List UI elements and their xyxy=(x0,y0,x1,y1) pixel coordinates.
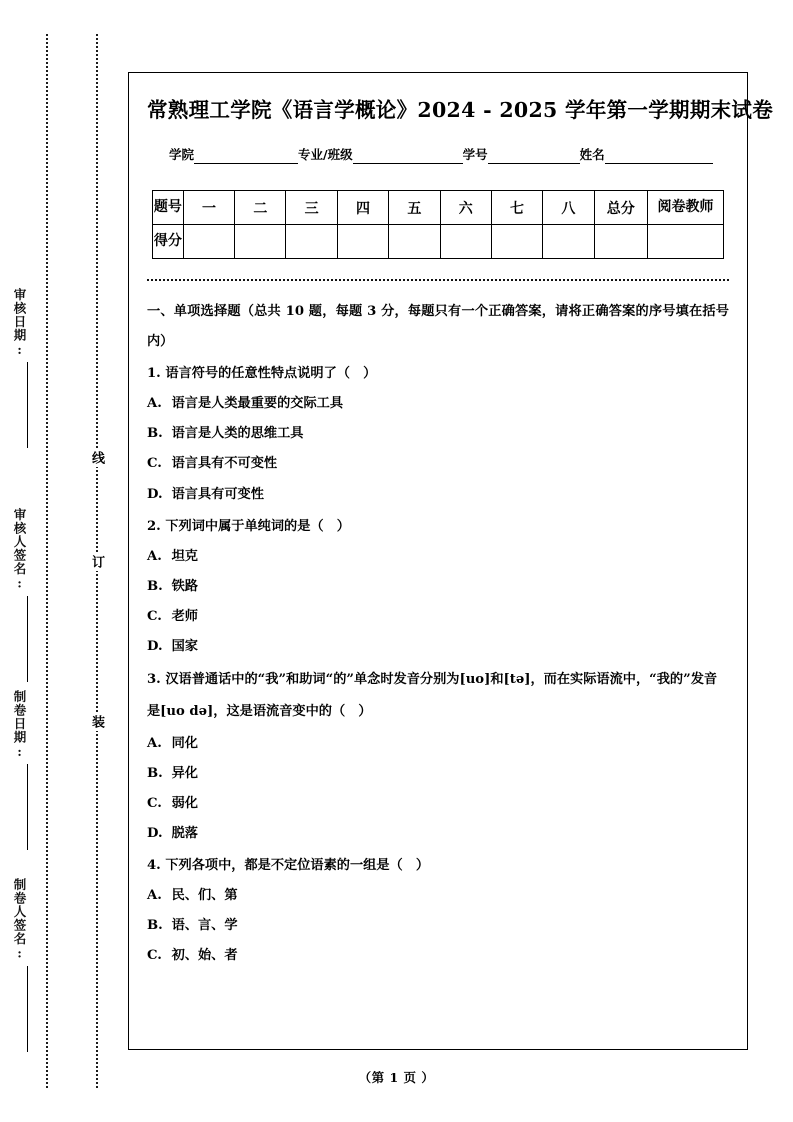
score-cell-1[interactable] xyxy=(183,225,234,259)
option-tag: C. xyxy=(147,796,162,811)
question-3-option-c[interactable] xyxy=(147,789,729,819)
score-cell-2[interactable] xyxy=(235,225,286,259)
option-tag: B. xyxy=(147,578,163,594)
question-3-option-a[interactable] xyxy=(147,729,729,759)
margin-label-column xyxy=(0,0,64,1122)
option-text: 坦克 xyxy=(171,548,198,564)
option-text: 初、始、者 xyxy=(171,948,238,964)
student-info-fields xyxy=(147,145,729,164)
section-heading: 一、单项选择题（总共 10 题，每题 3 分，每题只有一个正确答案，请将正确答案的序号填在括号内） xyxy=(147,304,729,350)
field-student-id-label: 学号 xyxy=(462,147,488,162)
exam-title: 常熟理工学院《语言学概论》2024 - 2025 学年第一学期期末试卷 xyxy=(147,98,774,122)
seam-mark-assemble: 装 xyxy=(88,712,106,731)
signature-rule xyxy=(27,362,28,448)
field-college-label: 学院 xyxy=(169,147,195,162)
signature-rule xyxy=(27,764,28,850)
field-major-class-input[interactable] xyxy=(353,150,463,164)
field-major-class xyxy=(298,145,463,164)
option-text: 语言是人类的思维工具 xyxy=(171,426,304,442)
option-tag: B. xyxy=(147,918,163,934)
signature-rule xyxy=(27,966,28,1052)
field-name xyxy=(580,145,713,164)
score-cell-6[interactable] xyxy=(440,225,491,259)
field-name-input[interactable] xyxy=(605,150,713,164)
score-col-6: 六 xyxy=(440,191,491,225)
question-2-stem xyxy=(147,512,729,542)
question-1-option-b[interactable] xyxy=(147,419,729,449)
question-3-text: 汉语普通话中的“我”和助词“的”单念时发音分别为[uo]和[tə]，而在实际语流中，“我的”发音是[uo də]，这是语流音变中的（ ） xyxy=(147,672,718,720)
score-cell-3[interactable] xyxy=(286,225,337,259)
section-divider xyxy=(147,279,729,281)
score-cell-7[interactable] xyxy=(491,225,542,259)
question-2-option-d[interactable] xyxy=(147,632,729,662)
question-1-option-d[interactable] xyxy=(147,480,729,510)
option-text: 脱落 xyxy=(171,826,198,842)
question-4-number: 4. xyxy=(147,858,161,874)
seam-mark-line: 线 xyxy=(88,448,106,467)
margin-label-review-date: 审核日期: xyxy=(10,288,28,448)
option-text: 异化 xyxy=(171,765,198,781)
question-body xyxy=(147,297,729,972)
score-col-1: 一 xyxy=(183,191,234,225)
score-table-value-row xyxy=(153,225,724,259)
option-text: 同化 xyxy=(171,735,198,751)
option-tag: D. xyxy=(147,826,163,842)
option-tag: A. xyxy=(147,888,162,904)
seam-line-outer xyxy=(46,34,48,1088)
option-text: 语、言、学 xyxy=(171,918,238,934)
question-4-option-a[interactable] xyxy=(147,881,729,911)
question-2-number: 2. xyxy=(147,518,161,534)
question-1-text: 语言符号的任意性特点说明了（ ） xyxy=(165,366,377,382)
question-3-number: 3. xyxy=(147,672,161,688)
score-col-5: 五 xyxy=(389,191,440,225)
field-major-class-label: 专业/班级 xyxy=(298,147,353,162)
option-tag: C. xyxy=(147,948,162,964)
option-tag: A. xyxy=(147,548,162,564)
field-student-id xyxy=(463,145,580,164)
score-col-7: 七 xyxy=(491,191,542,225)
margin-label-reviewer-signature: 审核人签名: xyxy=(10,508,28,682)
option-tag: A. xyxy=(147,735,162,751)
page-footer: （第 1 页 ） xyxy=(358,1070,435,1085)
field-student-id-input[interactable] xyxy=(488,150,580,164)
seam-mark-bind: 订 xyxy=(88,552,106,571)
option-text: 国家 xyxy=(171,639,198,655)
score-cell-4[interactable] xyxy=(337,225,388,259)
score-col-grader: 阅卷教师 xyxy=(647,191,723,225)
score-col-2: 二 xyxy=(235,191,286,225)
score-cell-8[interactable] xyxy=(543,225,594,259)
question-3-stem xyxy=(147,664,729,729)
option-text: 语言具有不可变性 xyxy=(171,456,278,472)
score-col-8: 八 xyxy=(543,191,594,225)
question-2-option-a[interactable] xyxy=(147,542,729,572)
question-4-option-c[interactable] xyxy=(147,941,729,971)
question-4-text: 下列各项中，都是不定位语素的一组是（ ） xyxy=(165,858,430,874)
score-col-3: 三 xyxy=(286,191,337,225)
question-2-option-b[interactable] xyxy=(147,572,729,602)
score-table-header-row xyxy=(153,191,724,225)
question-1-option-a[interactable] xyxy=(147,389,729,419)
option-text: 弱化 xyxy=(171,796,198,811)
exam-frame xyxy=(128,72,774,1050)
question-1-stem xyxy=(147,359,729,389)
option-text: 语言是人类最重要的交际工具 xyxy=(171,396,344,412)
question-2-option-c[interactable] xyxy=(147,602,729,632)
score-cell-grader[interactable] xyxy=(647,225,723,259)
option-tag: A. xyxy=(147,396,162,412)
question-3-option-b[interactable] xyxy=(147,759,729,789)
score-table-row-header-question: 题号 xyxy=(153,191,184,225)
margin-label-preparer-signature: 制卷人签名: xyxy=(10,878,28,1052)
score-col-total: 总分 xyxy=(594,191,647,225)
score-cell-5[interactable] xyxy=(389,225,440,259)
question-1-number: 1. xyxy=(147,366,161,382)
option-tag: B. xyxy=(147,765,163,781)
field-name-label: 姓名 xyxy=(579,147,605,162)
option-tag: D. xyxy=(147,639,163,655)
signature-rule xyxy=(27,596,28,682)
option-tag: B. xyxy=(147,426,163,442)
option-text: 老师 xyxy=(171,608,198,624)
question-4-stem xyxy=(147,851,729,881)
option-text: 民、们、第 xyxy=(171,888,238,904)
option-tag: C. xyxy=(147,608,162,624)
option-text: 铁路 xyxy=(171,578,198,594)
score-table xyxy=(152,190,724,259)
option-tag: D. xyxy=(147,486,163,502)
score-table-row-header-score: 得分 xyxy=(153,225,184,259)
option-text: 语言具有可变性 xyxy=(171,486,264,502)
field-college-input[interactable] xyxy=(194,150,298,164)
score-col-4: 四 xyxy=(337,191,388,225)
margin-label-prepare-date: 制卷日期: xyxy=(10,690,28,850)
question-4-option-b[interactable] xyxy=(147,911,729,941)
question-1-option-c[interactable] xyxy=(147,449,729,479)
option-tag: C. xyxy=(147,456,162,472)
question-3-option-d[interactable] xyxy=(147,819,729,849)
field-college xyxy=(169,145,298,164)
score-cell-total[interactable] xyxy=(594,225,647,259)
question-2-text: 下列词中属于单纯词的是（ ） xyxy=(165,518,350,534)
